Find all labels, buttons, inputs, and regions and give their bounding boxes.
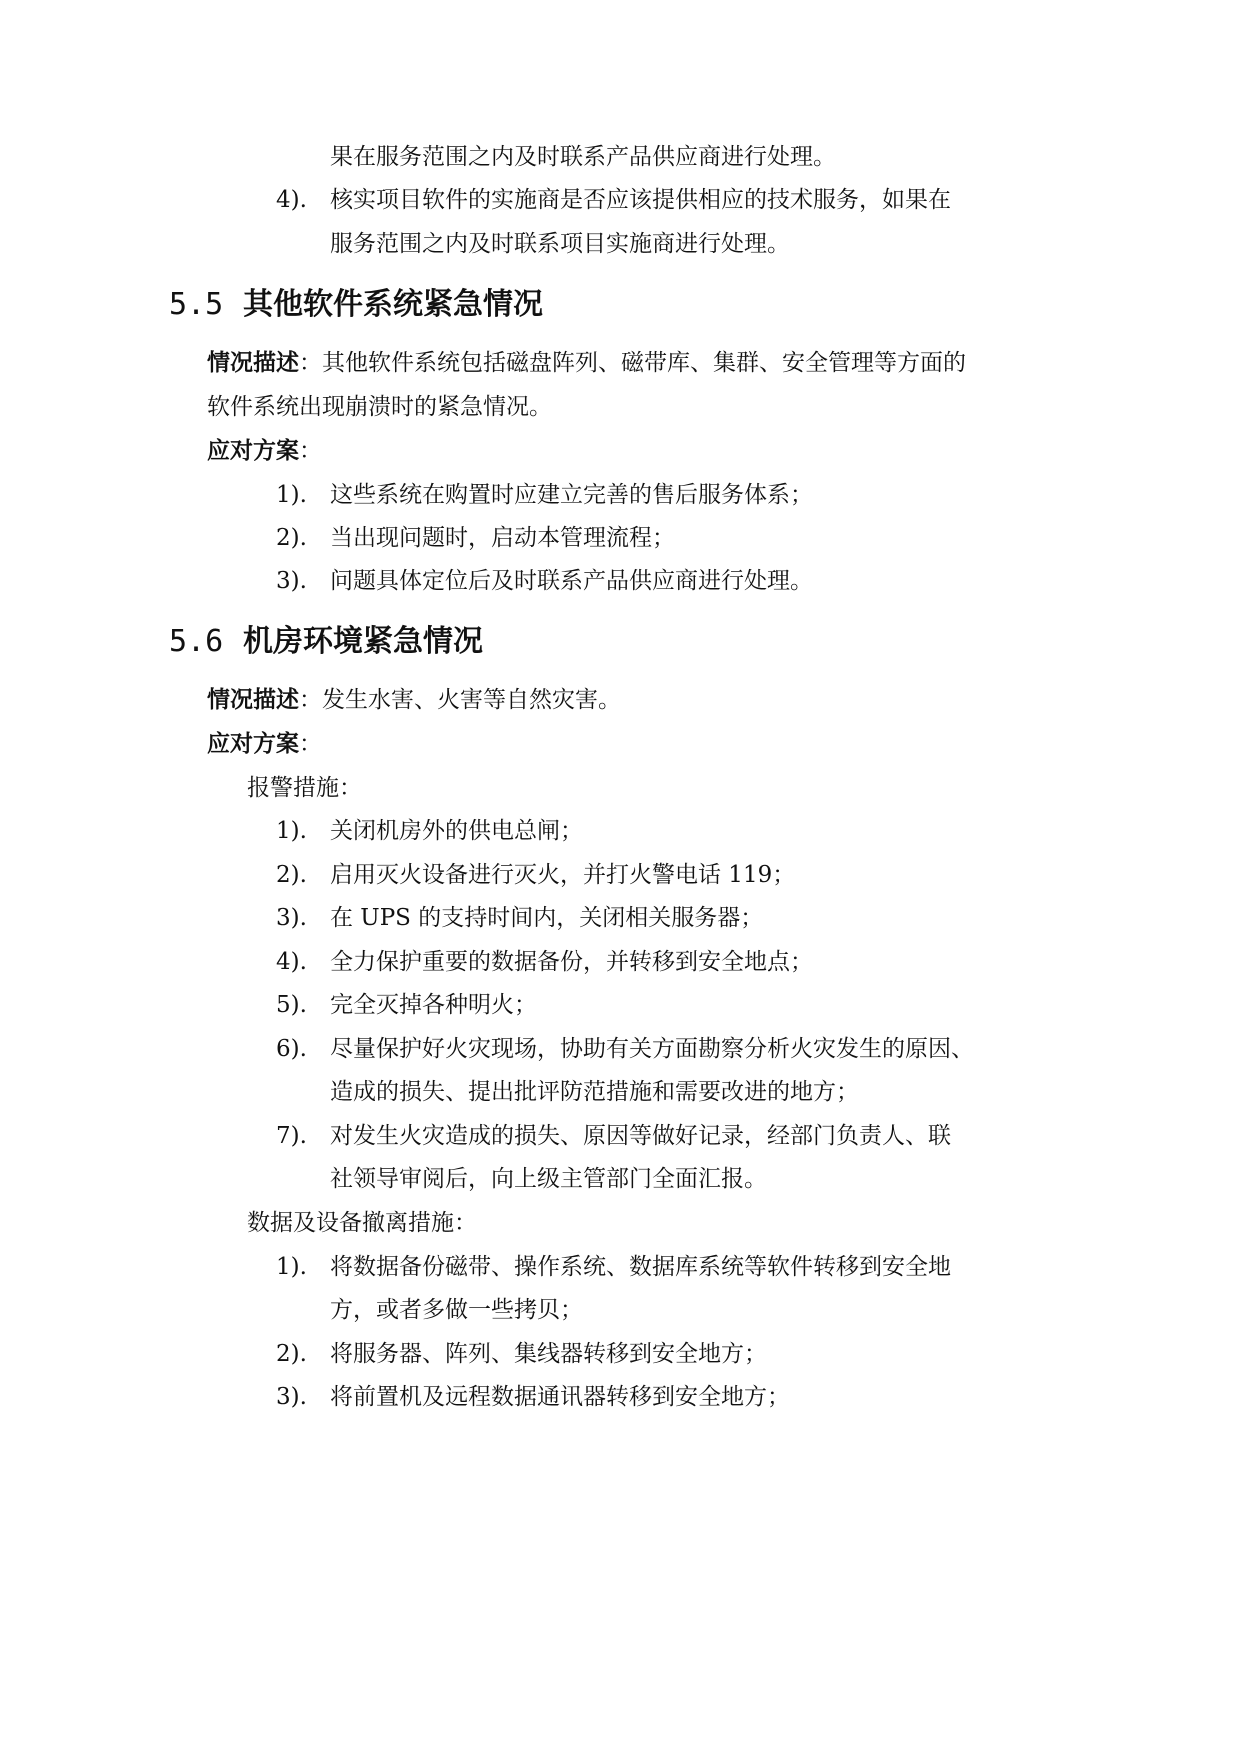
situation-description	[207, 689, 621, 712]
section-title: 其他软件系统紧急情况	[243, 287, 543, 322]
list-number: 2).	[276, 525, 307, 551]
list-item-text-cont: 服务范围之内及时联系项目实施商进行处理。	[330, 231, 790, 257]
list-item-text: 启用灭火设备进行灭火，并打火警电话 119；	[330, 862, 796, 888]
continued-line: 果在服务范围之内及时联系产品供应商进行处理。	[330, 144, 836, 170]
desc-text: ：发生水害、火害等自然灾害。	[299, 687, 621, 713]
list-item-text: 将服务器、阵列、集线器转移到安全地方；	[330, 1341, 767, 1367]
list-number: 2).	[276, 862, 307, 888]
list-item-text: 全力保护重要的数据备份，并转移到安全地点；	[330, 949, 813, 975]
list-item-text-cont: 社领导审阅后，向上级主管部门全面汇报。	[330, 1166, 767, 1192]
list-item-text: 将前置机及远程数据通讯器转移到安全地方；	[330, 1384, 790, 1410]
section-heading-5-5	[169, 287, 543, 322]
desc-text-cont: 软件系统出现崩溃时的紧急情况。	[207, 394, 552, 420]
desc-label: 情况描述	[207, 350, 299, 376]
list-item-text-cont: 方，或者多做一些拷贝；	[330, 1297, 583, 1323]
section-number: 5.6	[169, 624, 224, 659]
list-item-text: 尽量保护好火灾现场，协助有关方面勘察分析火灾发生的原因、	[330, 1036, 974, 1062]
list-item-text: 这些系统在购置时应建立完善的售后服务体系；	[330, 482, 813, 508]
list-item-text: 关闭机房外的供电总闸；	[330, 818, 583, 844]
list-number: 1).	[276, 818, 307, 844]
section-heading-5-6	[169, 624, 483, 659]
list-item-text: 将数据备份磁带、操作系统、数据库系统等软件转移到安全地	[330, 1254, 951, 1280]
plan-colon: ：	[299, 731, 322, 757]
list-number: 4).	[276, 949, 307, 975]
desc-label: 情况描述	[207, 687, 299, 713]
plan-label: 应对方案	[207, 438, 299, 464]
list-item-text: 核实项目软件的实施商是否应该提供相应的技术服务，如果在	[330, 187, 951, 213]
list-item-text: 在 UPS 的支持时间内，关闭相关服务器；	[330, 905, 764, 931]
list-number: 2).	[276, 1341, 307, 1367]
desc-text: ：其他软件系统包括磁盘阵列、磁带库、集群、安全管理等方面的	[299, 350, 966, 376]
list-item-text-cont: 造成的损失、提出批评防范措施和需要改进的地方；	[330, 1079, 859, 1105]
list-number: 3).	[276, 1384, 307, 1410]
list-item-text: 当出现问题时，启动本管理流程；	[330, 525, 675, 551]
section-title: 机房环境紧急情况	[243, 624, 483, 659]
alarm-heading: 报警措施：	[247, 775, 362, 801]
list-number: 3).	[276, 905, 307, 931]
list-number: 6).	[276, 1036, 307, 1062]
list-number: 5).	[276, 992, 307, 1018]
list-number: 1).	[276, 1254, 307, 1280]
plan-label: 应对方案	[207, 731, 299, 757]
section-number: 5.5	[169, 287, 224, 322]
situation-description	[207, 352, 966, 375]
evacuation-heading: 数据及设备撤离措施：	[247, 1210, 477, 1236]
response-plan	[207, 733, 322, 756]
list-number: 3).	[276, 568, 307, 594]
plan-colon: ：	[299, 438, 322, 464]
list-item-text: 问题具体定位后及时联系产品供应商进行处理。	[330, 568, 813, 594]
list-item-text: 对发生火灾造成的损失、原因等做好记录，经部门负责人、联	[330, 1123, 951, 1149]
list-item-text: 完全灭掉各种明火；	[330, 992, 537, 1018]
list-number: 1).	[276, 482, 307, 508]
list-number: 7).	[276, 1123, 307, 1149]
response-plan	[207, 440, 322, 463]
list-number: 4).	[276, 187, 307, 213]
